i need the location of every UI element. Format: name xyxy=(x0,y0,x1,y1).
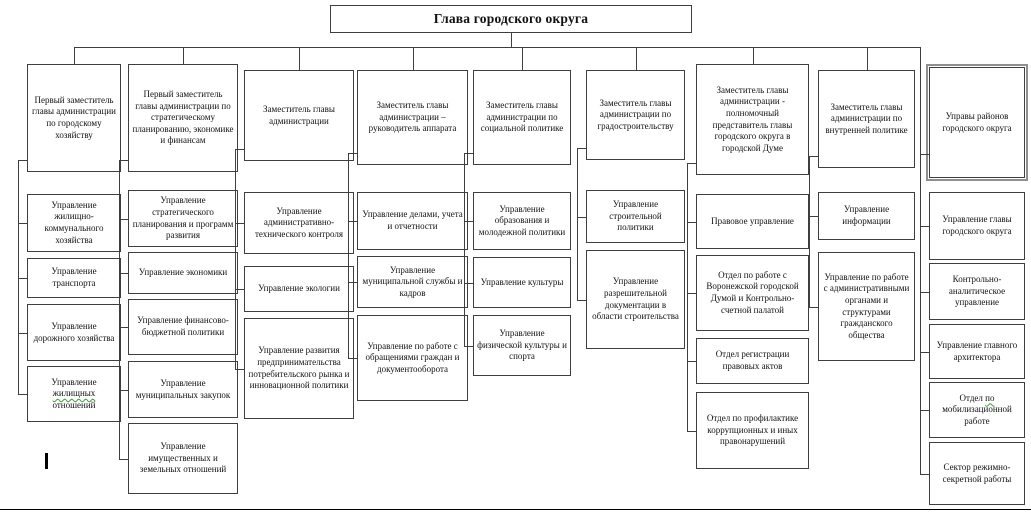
connector-line xyxy=(809,156,810,307)
box-label: Управление культуры xyxy=(480,276,564,287)
box-label: Заместитель главы администрации по внутренней политике xyxy=(825,101,908,135)
box-label: Управление главного архитектора xyxy=(936,339,1018,362)
box-label: Управление экономики xyxy=(138,267,228,278)
connector-line xyxy=(687,163,688,431)
box-label: Управление разрешительной документации в области строительства xyxy=(592,276,679,322)
box-head-of-city-district xyxy=(330,5,692,33)
box-label: Управление строительной политики xyxy=(609,199,662,233)
connector-line xyxy=(119,160,128,161)
connector-line xyxy=(809,156,818,157)
connector-line xyxy=(348,358,357,359)
connector-line xyxy=(867,47,868,70)
box-deputy-duma-representative xyxy=(696,64,809,175)
box-dept-head-office xyxy=(929,192,1025,260)
box-dept-municipal-service-hr xyxy=(357,256,468,308)
box-dept-transport xyxy=(27,258,121,298)
box-dept-anticorruption xyxy=(696,392,809,469)
connector-line xyxy=(809,307,818,308)
box-label: Отдел по профилактике коррупционных и иных правонарушений xyxy=(706,413,799,447)
box-label: Управление дорожного хозяйства xyxy=(33,320,115,343)
box-dept-entrepreneurship xyxy=(244,318,354,419)
bottom-border-line xyxy=(0,509,1031,510)
connector-line xyxy=(522,47,523,70)
box-dept-permit-documentation xyxy=(586,250,685,349)
connector-line xyxy=(119,273,128,274)
connector-line xyxy=(464,346,473,347)
box-dept-admin-technical-control xyxy=(244,192,354,254)
box-dept-citizen-appeals xyxy=(357,315,468,401)
box-first-deputy-strategy-finance xyxy=(128,64,238,172)
connector-line xyxy=(119,459,128,460)
connector-line xyxy=(464,153,473,154)
connector-line xyxy=(119,219,128,220)
connector-line xyxy=(235,149,244,150)
box-label: Заместитель главы администрации - полномочный представитель главы городского округа в городской Думе xyxy=(712,84,793,153)
connector-line xyxy=(920,474,929,475)
box-dept-construction-policy xyxy=(586,190,685,243)
box-district-administrations xyxy=(929,67,1025,178)
connector-line xyxy=(464,153,465,346)
connector-line xyxy=(235,149,236,369)
root-label: Глава городского округа xyxy=(433,11,589,27)
connector-line xyxy=(920,226,929,227)
connector-line xyxy=(920,352,929,353)
connector-line xyxy=(636,47,637,70)
box-label: Отдел по работе с Воронежской городской Думой и Контрольно-счетной палатой xyxy=(706,269,799,315)
connector-line xyxy=(577,300,586,301)
connector-line xyxy=(119,327,128,328)
spellcheck-underlined-word: по xyxy=(985,392,995,403)
connector-line xyxy=(235,369,244,370)
box-dept-education-youth xyxy=(473,192,571,250)
box-label: Сектор режимно-секретной работы xyxy=(942,461,1012,484)
connector-line xyxy=(348,282,357,283)
box-control-analytical-dept xyxy=(929,263,1025,320)
connector-line xyxy=(119,390,128,391)
box-label: Управление имущественных и земельных отношений xyxy=(139,441,227,475)
box-label: Управление по работе с административными органами и структурами гражданского общества xyxy=(823,271,910,340)
box-mobilization-dept xyxy=(929,382,1025,438)
box-label: Управление физической культуры и спорта xyxy=(477,328,567,362)
box-label: Управление муниципальных закупок xyxy=(135,377,231,400)
connector-line xyxy=(920,410,929,411)
connector-line xyxy=(18,160,27,161)
connector-line xyxy=(687,222,696,223)
box-label: Управление жилищных отношений xyxy=(51,376,97,410)
box-label: Первый заместитель главы администрации по стратегическому планированию, экономике и финансам xyxy=(132,89,234,146)
connector-line xyxy=(235,289,244,290)
box-label: Заместитель главы администрации – руководитель аппарата xyxy=(368,100,457,134)
connector-line xyxy=(464,221,473,222)
connector-line xyxy=(511,33,512,47)
connector-line xyxy=(348,153,357,154)
connector-line xyxy=(348,153,349,358)
box-label: Управление муниципальной службы и кадров xyxy=(362,264,463,298)
connector-line xyxy=(348,221,357,222)
connector-line xyxy=(18,278,27,279)
connector-line xyxy=(577,217,586,218)
connector-line xyxy=(18,223,27,224)
box-label: Управление развития предпринимательства потребительского рынка и инновационной политики xyxy=(248,345,350,391)
box-dept-information xyxy=(818,192,915,240)
box-label: Управление стратегического планирования и программ развития xyxy=(132,195,234,241)
box-label: Первый заместитель главы администрации по городскому хозяйству xyxy=(32,94,116,140)
connector-line xyxy=(119,160,120,459)
connector-line xyxy=(299,47,300,70)
box-dept-duma-audit-chamber xyxy=(696,255,809,331)
connector-line xyxy=(74,47,75,64)
box-dept-municipal-procurement xyxy=(128,361,238,418)
connector-line xyxy=(920,154,929,155)
box-dept-housing-communal xyxy=(27,194,121,252)
connector-line xyxy=(687,163,696,164)
box-deputy-administration xyxy=(244,70,354,161)
box-label: Управление главы городского округа xyxy=(942,214,1012,236)
spellcheck-underlined-word: жилищных xyxy=(52,388,96,399)
box-dept-strategic-planning xyxy=(128,190,238,247)
text-cursor-mark xyxy=(45,453,48,469)
box-dept-economy xyxy=(128,252,238,294)
box-label: Отдел регистрации правовых актов xyxy=(715,349,790,371)
box-dept-legal-acts-registration xyxy=(696,338,809,384)
box-dept-affairs-accounting xyxy=(357,192,468,250)
connector-line xyxy=(235,223,244,224)
box-label: Заместитель главы администрации по градостроительству xyxy=(597,97,674,131)
connector-line xyxy=(809,216,818,217)
box-dept-administrative-bodies-civil-society xyxy=(818,252,915,361)
box-label: Контрольно-аналитическое управление xyxy=(948,274,1006,308)
connector-line xyxy=(753,47,754,64)
connector-line xyxy=(687,361,696,362)
box-dept-ecology xyxy=(244,266,354,312)
box-label: Управы районов городского округа xyxy=(942,110,1012,133)
box-dept-property-land xyxy=(128,423,238,494)
box-label: Отдел по мобилизационной работе xyxy=(942,392,1012,426)
box-deputy-urban-planning xyxy=(586,70,685,160)
box-first-deputy-city-economy xyxy=(27,64,121,172)
box-deputy-social-policy xyxy=(473,70,571,165)
box-dept-road xyxy=(27,304,121,361)
box-dept-housing-relations xyxy=(27,366,121,422)
box-chief-architect-dept xyxy=(929,324,1025,379)
connector-line xyxy=(687,431,696,432)
box-deputy-internal-policy xyxy=(818,70,915,168)
connector-line xyxy=(464,283,473,284)
box-label: Управление административно-технического контроля xyxy=(254,205,344,239)
box-dept-physical-culture-sport xyxy=(473,315,571,376)
box-label: Управление жилищно-коммунального хозяйства xyxy=(44,199,104,245)
box-label: Управление финансово-бюджетной политики xyxy=(137,315,229,337)
box-label: Заместитель главы администрации по социальной политике xyxy=(480,100,564,134)
connector-line xyxy=(687,293,696,294)
box-dept-fiscal-policy xyxy=(128,299,238,355)
box-secret-regime-sector xyxy=(929,442,1025,505)
connector-line xyxy=(18,394,27,395)
box-label: Управление по работе с обращениями граждан и документооборота xyxy=(365,340,460,374)
connector-line xyxy=(183,47,184,64)
box-label: Управление информации xyxy=(842,204,891,226)
connector-line xyxy=(577,148,578,300)
connector-line xyxy=(413,47,414,70)
box-label: Правовое управление xyxy=(711,215,794,226)
box-label: Управление делами, учета и отчетности xyxy=(362,209,463,231)
box-label: Заместитель главы администрации xyxy=(263,103,335,126)
box-dept-culture xyxy=(473,257,571,308)
box-legal-department xyxy=(696,194,809,249)
connector-line xyxy=(18,160,19,394)
connector-line xyxy=(920,292,929,293)
connector-line xyxy=(74,47,921,48)
connector-line xyxy=(577,148,586,149)
box-label: Управление экологии xyxy=(258,283,340,294)
box-label: Управление образования и молодежной политики xyxy=(478,203,566,237)
box-label: Управление транспорта xyxy=(51,266,97,288)
box-deputy-chief-of-staff xyxy=(357,70,468,165)
connector-line xyxy=(18,333,27,334)
